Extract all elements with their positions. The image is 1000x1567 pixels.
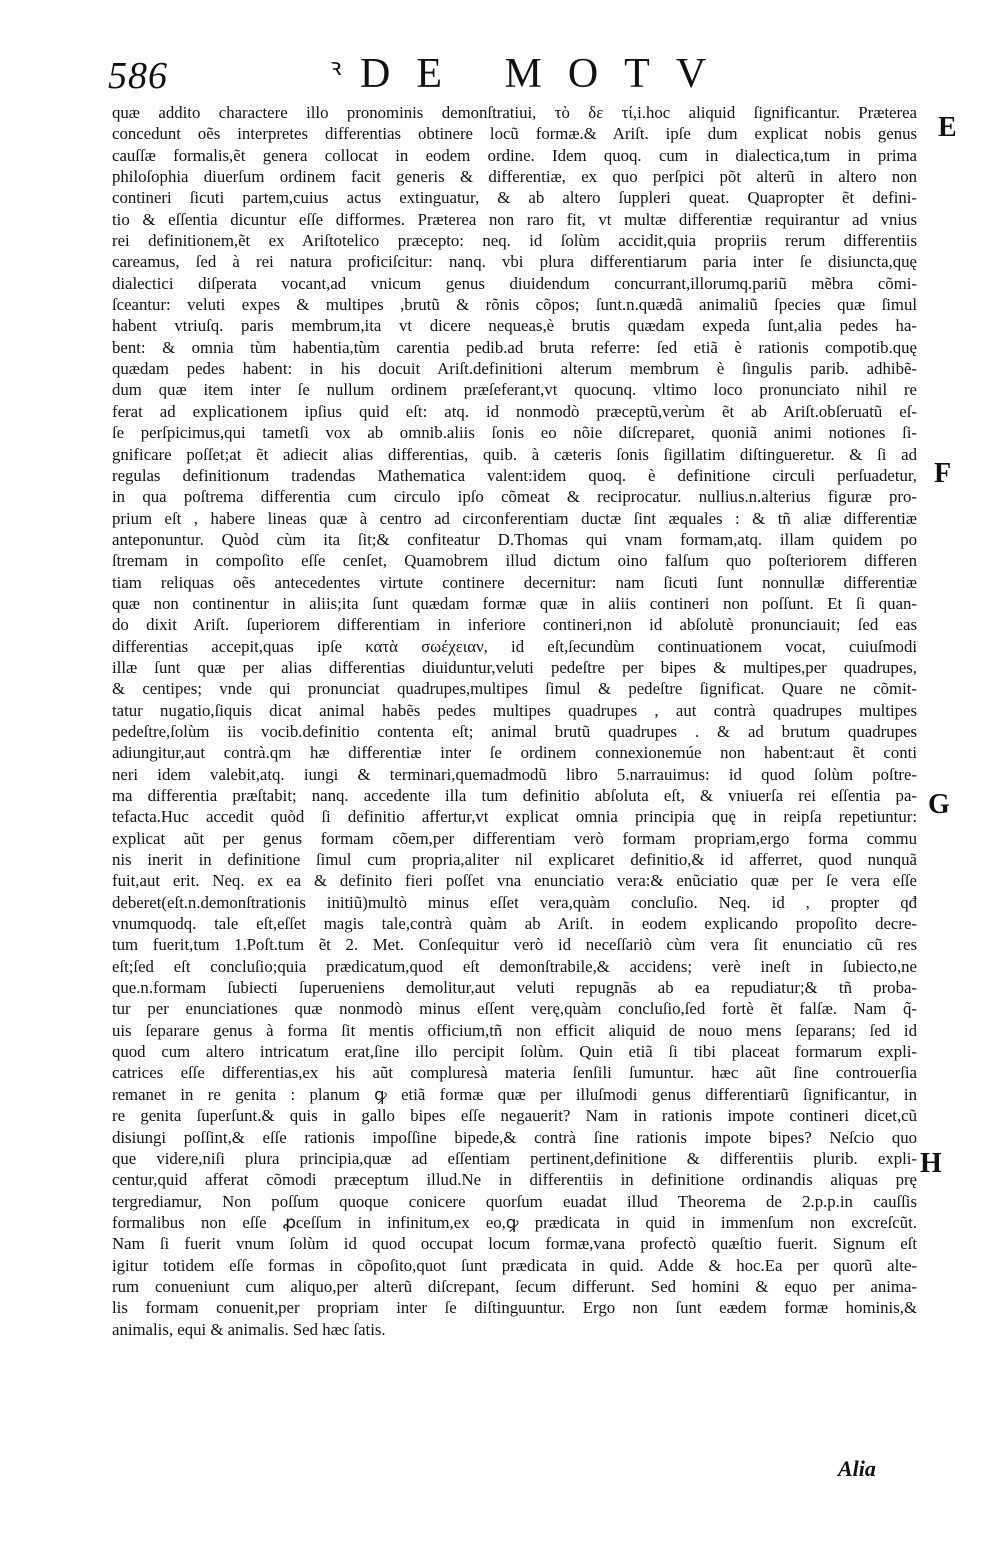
text-line: adiungitur,aut contrà.qm hæ differentiæ inter ſe ordinem connexionemúe non habent:aut ẽt conti	[112, 743, 917, 763]
text-line: dum quæ item inter ſe nullum ordinem præſeferant,vt quocunq. vltimo loco pronunciato nihil re	[112, 380, 917, 400]
text-line: tefacta.Huc accedit quòd ſi definitio affertur,vt explicat omnia principia quę in reipſa repetiuntur:	[112, 807, 917, 827]
text-line: differentias accepit,quas ipſe κατὰ σωέχειαν, id eſt,ſecundùm continuationem vocat, cuiuſmodi	[112, 636, 917, 656]
text-line: tur per enunciationes quæ nonmodò minus eſſent verę,quàm concluſio,ſed fortè ẽt falſæ. Nam q̃-	[112, 999, 917, 1019]
text-line: rei definitionem,ẽt ex Ariſtotelico præcepto: neq. id ſolùm accidit,quia propriis rerum differentiis	[112, 231, 917, 251]
text-line: illæ ſunt quæ per alias differentias diuiduntur,veluti pedeſtre per bipes & multipes,per quadrupes,	[112, 657, 917, 677]
text-line: regulas definitionum tradendas Mathematica valent:idem quoq. è definitione circuli perſuadetur,	[112, 465, 917, 485]
text-line: tum fuerit,tum 1.Poſt.tum ẽt 2. Met. Conſequitur verò id neceſſariò cùm vera ſit enunciatio cũ res	[112, 935, 917, 955]
text-line: re genita ſuperſunt.& quis in gallo bipes eſſe negauerit? Nam in rationis impote contineri dicet,cũ	[112, 1106, 917, 1126]
text-line: que videre,niſi plura principia,quæ ad eſſentiam pertinent,definitione & differentiis plurib. expli-	[112, 1148, 917, 1168]
text-line: lis formam conuenit,per propriam inter ſe diſtinguuntur. Ergo non ſunt eædem formæ hominis,&	[112, 1298, 917, 1318]
margin-letter-e: E	[938, 112, 957, 143]
text-line: quædam pedes habent: in his docuit Ariſt.definitioni alterum membrum è ſingulis parib. adhibẽ-	[112, 359, 917, 379]
text-line: ſceantur: veluti expes & multipes ,brutũ & rõnis cõpos; ſunt.n.quædã animaliũ ſpecies quæ ſimul	[112, 295, 917, 315]
text-line: explicat aũt per genus formam cõem,per differentiam verò formam propriam,ergo forma commu	[112, 828, 917, 848]
margin-letter-h: H	[920, 1148, 942, 1179]
text-line: tatur nugatio,ſiquis dicat animal habẽs pedes multipes quadrupes , aut contrà quadrupes multipes	[112, 700, 917, 720]
text-line: animalis, equi & animalis. Sed hæc ſatis.	[112, 1319, 386, 1339]
text-line: fuit,aut erit. Neq. ex ea & definito fieri poſſet vna enunciatio vera:& enũciatio quæ per ſe vera eſſe	[112, 871, 917, 891]
text-line: vnumquodq. tale eſt,eſſet magis tale,contrà quàm ab Ariſt. in eodem explicando propoſito decre-	[112, 914, 917, 934]
text-line: nis inerit in definitione ſimul cum propria,aliter nil explicaret definitio,& id afferret, quod nunquã	[112, 850, 917, 870]
text-line: quæ addito charactere illo pronominis demonſtratiui, τὸ δε τί,i.hoc aliquid ſignificantur. Præterea	[112, 103, 917, 122]
text-line: rum conueniunt cum aliquo,per alterũ diſcrepant, ſecum differunt. Sed homini & equo per anima-	[112, 1276, 917, 1296]
text-line: anteponuntur. Quòd cùm ita ſit;& confiteatur D.Thomas qui vnam formam,atq. illam quidem po	[112, 529, 917, 549]
text-line: ſtremam in compoſito eſſe cenſet, Quamobrem illud dictum oino falſum quo poſteriorem differen	[112, 551, 917, 571]
text-line: do dixit Ariſt. ſuperiorem differentiam in inferiore contineri,non id abſolutè pronunciauit; ſed eas	[112, 615, 917, 635]
running-head-title: DE MOTV	[360, 51, 733, 97]
text-line: prium eſt , habere lineas quæ à centro ad circonferentiam ductæ ſint æquales : & tñ aliæ differentiæ	[112, 508, 917, 528]
text-line: tiam reliquas oẽs antecedentes virtute continere decernitur: nam ſicuti ſunt nonnullæ differentiæ	[112, 572, 917, 592]
running-head-mark: ꝛ	[330, 55, 342, 81]
text-line: remanet in re genita : planum ꝙ etiã formæ quæ per illuſmodi genus differentiarũ ſignificantur, in	[112, 1084, 917, 1104]
text-line: Nam ſi fuerit vnum ſolùm id quod occupat locum formæ,vana profectò quæſtio fuerit. Signum eſt	[112, 1234, 917, 1254]
text-line: quæ non continentur in aliis;ita ſunt quædam formæ quæ in aliis contineri non poſſunt. Et ſi quan-	[112, 593, 917, 613]
text-line: neri idem valebit,atq. iungi & terminari,quemadmodũ libro 5.narrauimus: id quod ſolùm poſtre-	[112, 764, 917, 784]
page-number: 586	[108, 55, 168, 97]
text-line: contineri ſicuti partem,cuius actus extinguatur, & ab altero ſuppleri queat. Quapropter ẽt defini-	[112, 188, 917, 208]
body-text	[112, 102, 917, 1340]
text-line: ma differentia præſtabit; nanq. accedente illa tum definitio abſoluta eſt, & vniuerſa rei eſſentia pa-	[112, 786, 917, 805]
text-line: ferat ad explicationem ipſius quid eſt: atq. id nonmodò præceptũ,verùm ẽt ab Ariſt.obſeruatũ eſ-	[112, 401, 917, 421]
text-line: que.n.formam ſubiecti ſuperueniens demolitur,aut veluti repugnãs ab ea repudiatur;& tñ proba-	[112, 978, 917, 998]
text-line: cauſſæ formalis,ẽt genera collocat in eodem ordine. Idem quoq. cum in dialectica,tum in prima	[112, 145, 917, 165]
text-line: concedunt oẽs interpretes differentias obtinere locũ formæ.& Ariſt. ipſe dum explicat nobis genus	[112, 124, 917, 144]
text-line: bent: & omnia tùm habentia,tùm carentia pedib.ad bruta referre: ſed etiã è rationis compotib.quę	[112, 337, 917, 357]
text-line: gnificare poſſet;at ẽt adiecit alias differentias, quib. à cæteris ſonis ſigillatim diſtingueretur. & ſi ad	[112, 444, 917, 464]
text-line: in qua poſtrema differentia cum circulo ipſo cõmeat & reciprocatur. nullius.n.alterius figuræ pro-	[112, 487, 917, 507]
text-line: deberet(eſt.n.demonſtrationis initiũ)multò minus eſſet vera,quàm concluſio. Neq. id , propter qđ	[112, 892, 917, 912]
text-line: catrices eſſe differentias,ex his aũt compluresà materia ſenſili ſumuntur. hæc aũt ſine controuerſia	[112, 1063, 917, 1083]
text-line: tio & eſſentia dicuntur eſſe difformes. Præterea non raro fit, vt multæ differentiæ requirantur ad vnius	[112, 209, 917, 229]
text-line: tergrediamur, Non poſſum quoque conicere quorſum euadat illud Theorema de 2.p.p.in cauſſis	[112, 1191, 917, 1211]
text-line: pedeſtre,ſolùm iis vocib.definitio contenta eſt; animal brutũ quadrupes . & ad brutum quadrupes	[112, 721, 917, 741]
text-line: centur,quid afferat cõmodi præceptum illud.Ne in differentiis in definitione ordinandis aliquas prę	[112, 1170, 917, 1190]
catchword: Alia	[838, 1456, 876, 1481]
text-line: & centipes; vnde qui pronunciat quadrupes,multipes ſimul & pedeſtre ſignificat. Quare ne cõmit-	[112, 679, 917, 699]
text-line: quod cum altero intricatum erat,ſine illo percipit ſolùm. Quin etiã ſi tibi placeat formarum expli-	[112, 1042, 917, 1062]
text-line: formalibus non eſſe ꝓceſſum in infinitum,ex eo,ꝙ prædicata in quid in immenſum non excreſcũt.	[112, 1212, 917, 1232]
text-line: eſt;ſed eſt concluſio;quia prædicatum,quod eſt demonſtrabile,& accidens; verè ineſt in ſubiecto,ne	[112, 956, 917, 976]
text-line: igitur totidem eſſe formas in cõpoſito,quot ſunt prædicata in quid. Adde & hoc.Ea per quorũ alte-	[112, 1255, 917, 1275]
text-line: philoſophia diuerſum ordinem facit generis & differentiæ, ex quo perſpici põt alterũ in altero non	[112, 167, 917, 187]
margin-letter-g: G	[928, 789, 950, 820]
text-line: careamus, ſed à rei natura proficiſcitur: nanq. vbi plura differentiarum paria inter ſe disiuncta,quę	[112, 252, 917, 272]
text-line: ſe perſpicimus,qui tametſi vox ab omnib.aliis ſonis eo nõie diſcreparet, quoniã animi notiones ſi-	[112, 423, 917, 443]
text-line: dialectici diſperata vocant,ad vnicum genus diuidendum concurrant,illorumq.pariũ mẽbra cõmi-	[112, 273, 917, 293]
text-line: habent vtriuſq. paris membrum,ita vt dicere nequeas,è brutis quædam expeda ſunt,alia pedes ha-	[112, 316, 917, 336]
margin-letter-f: F	[934, 458, 952, 489]
text-line: uis ſeparare genus à forma ſit mentis officium,tñ non efficit aliquid de nouo mens ſeparans; ſed id	[112, 1020, 917, 1040]
text-line: disiungi poſſint,& eſſe rationis impoſſine bipede,& contrà ſine rationis impote bipes? Neſcio quo	[112, 1127, 917, 1147]
